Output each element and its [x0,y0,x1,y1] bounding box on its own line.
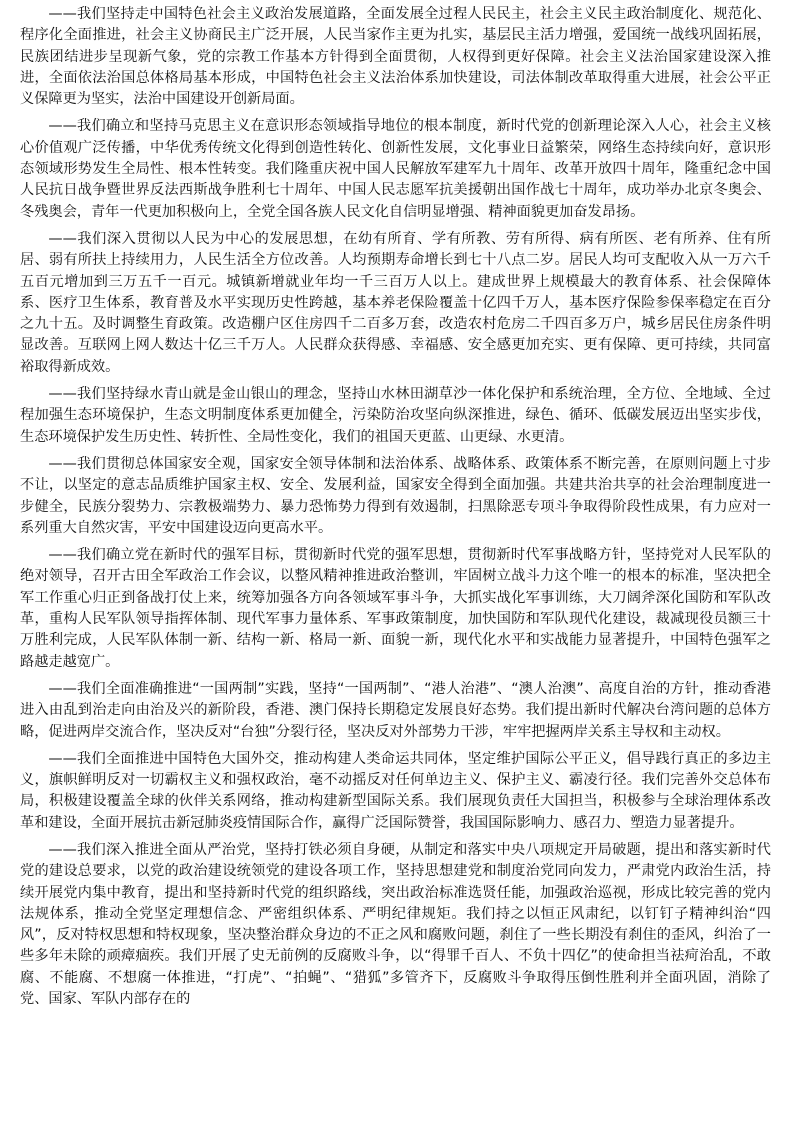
paragraph-national-security: ——我们贯彻总体国家安全观，国家安全领导体制和法治体系、战略体系、政策体系不断完善，在原则问题上寸步不让，以坚定的意志品质维护国家主权、安全、发展利益，国家安全得到全面加强。共建共治共享的社会治理制度进一步健全，民族分裂势力、宗教极端势力、暴力恐怖势力得到有效遏制，扫黑除恶专项斗争取得阶段性成果，有力应对一系列重大自然灾害，平安中国建设迈向更高水平。 [20,455,771,536]
paragraph-political-development: ——我们坚持走中国特色社会主义政治发展道路，全面发展全过程人民民主，社会主义民主政治制度化、规范化、程序化全面推进，社会主义协商民主广泛开展，人民当家作主更为扎实，基层民主活力增强，爱国统一战线巩固拓展，民族团结进步呈现新气象，党的宗教工作基本方针得到全面贯彻，人权得到更好保障。社会主义法治国家建设深入推进，全面依法治国总体格局基本形成，中国特色社会主义法治体系加快建设，司法体制改革取得重大进展，社会公平正义保障更为坚实，法治中国建设开创新局面。 [20,6,771,108]
paragraph-party-governance: ——我们深入推进全面从严治党，坚持打铁必须自身硬，从制定和落实中央八项规定开局破题，提出和落实新时代党的建设总要求，以党的政治建设统领党的建设各项工作，坚持思想建党和制度治党同向发力，严肃党内政治生活，持续开展党内集中教育，提出和坚持新时代党的组织路线，突出政治标准选贤任能，加强政治巡视，形成比较完善的党内法规体系，推动全党坚定理想信念、严密组织体系、严明纪律规矩。我们持之以恒正风肃纪，以钉钉子精神纠治“四风”，反对特权思想和特权现象，坚决整治群众身边的不正之风和腐败问题，刹住了一些长期没有刹住的歪风，纠治了一些多年未除的顽瘴痼疾。我们开展了史无前例的反腐败斗争，以“得罪千百人、不负十四亿”的使命担当祛疴治乱，不敢腐、不能腐、不想腐一体推进，“打虎”、“拍蝇”、“猎狐”多管齐下，反腐败斗争取得压倒性胜利并全面巩固，消除了党、国家、军队内部存在的 [20,841,771,1008]
paragraph-ideology-culture: ——我们确立和坚持马克思主义在意识形态领域指导地位的根本制度，新时代党的创新理论深入人心，社会主义核心价值观广泛传播，中华优秀传统文化得到创造性转化、创新性发展，文化事业日益繁荣，网络生态持续向好，意识形态领域形势发生全局性、根本性转变。我们隆重庆祝中国人民解放军建军九十周年、改革开放四十周年，隆重纪念中国人民抗日战争暨世界反法西斯战争胜利七十周年、中国人民志愿军抗美援朝出国作战七十周年，成功举办北京冬奥会、冬残奥会，青年一代更加积极向上，全党全国各族人民文化自信明显增强、精神面貌更加奋发昂扬。 [20,118,771,220]
paragraph-diplomacy: ——我们全面推进中国特色大国外交，推动构建人类命运共同体，坚定维护国际公平正义，倡导践行真正的多边主义，旗帜鲜明反对一切霸权主义和强权政治，毫不动摇反对任何单边主义、保护主义、霸凌行径。我们完善外交总体布局，积极建设覆盖全球的伙伴关系网络，推动构建新型国际关系。我们展现负责任大国担当，积极参与全球治理体系改革和建设，全面开展抗击新冠肺炎疫情国际合作，赢得广泛国际赞誉，我国国际影响力、感召力、塑造力显著提升。 [20,750,771,831]
paragraph-military: ——我们确立党在新时代的强军目标，贯彻新时代党的强军思想，贯彻新时代军事战略方针，坚持党对人民军队的绝对领导，召开古田全军政治工作会议，以整风精神推进政治整训，牢固树立战斗力这个唯一的根本的标准，坚决把全军工作重心归正到备战打仗上来，统筹加强各方向各领域军事斗争，大抓实战化军事训练，大刀阔斧深化国防和军队改革，重构人民军队领导指挥体制、现代军事力量体系、军事政策制度，加快国防和军队现代化建设，裁减现役员额三十万胜利完成，人民军队体制一新、结构一新、格局一新、面貌一新，现代化水平和实战能力显著提升，中国特色强军之路越走越宽广。 [20,547,771,670]
paragraph-ecology: ——我们坚持绿水青山就是金山银山的理念，坚持山水林田湖草沙一体化保护和系统治理，全方位、全地域、全过程加强生态环境保护，生态文明制度体系更加健全，污染防治攻坚向纵深推进，绿色、循环、低碳发展迈出坚实步伐，生态环境保护发生历史性、转折性、全局性变化，我们的祖国天更蓝、山更绿、水更清。 [20,386,771,445]
paragraph-people-livelihood: ——我们深入贯彻以人民为中心的发展思想，在幼有所育、学有所教、劳有所得、病有所医、老有所养、住有所居、弱有所扶上持续用力，人民生活全方位改善。人均预期寿命增长到七十八点二岁。居民人均可支配收入从一万六千五百元增加到三万五千一百元。城镇新增就业年均一千三百万人以上。建成世界上规模最大的教育体系、社会保障体系、医疗卫生体系，教育普及水平实现历史性跨越，基本养老保险覆盖十亿四千万人，基本医疗保险参保率稳定在百分之九十五。及时调整生育政策。改造棚户区住房四千二百多万套，改造农村危房二千四百多万户，城乡居民住房条件明显改善。互联网上网人数达十亿三千万人。人民群众获得感、幸福感、安全感更加充实、更有保障、更可持续，共同富裕取得新成效。 [20,230,771,375]
paragraph-one-country-two-systems: ——我们全面准确推进“一国两制”实践，坚持“一国两制”、“港人治港”、“澳人治澳”、高度自治的方针，推动香港进入由乱到治走向由治及兴的新阶段，香港、澳门保持长期稳定发展良好态势。我们提出新时代解决台湾问题的总体方略，促进两岸交流合作，坚决反对“台独”分裂行径，坚决反对外部势力干涉，牢牢把握两岸关系主导权和主动权。 [20,680,771,740]
